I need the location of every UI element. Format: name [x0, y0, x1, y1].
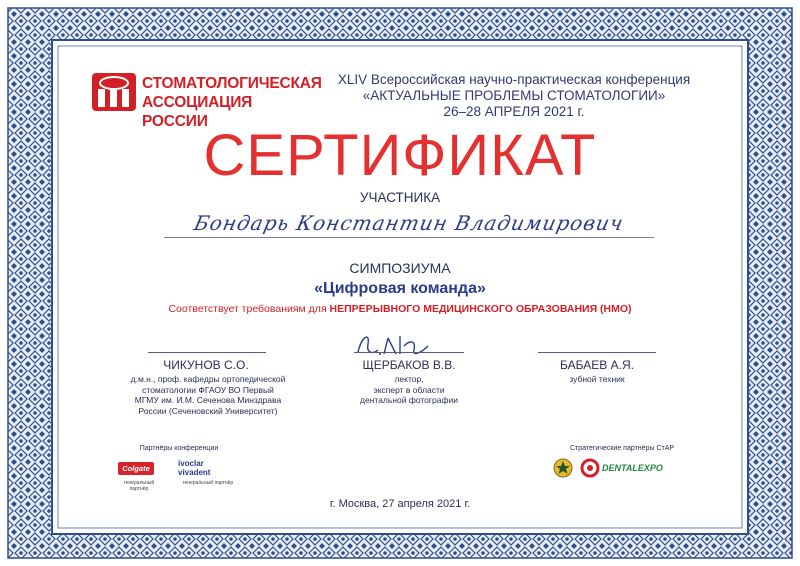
signatory-desc-1: [110, 374, 306, 416]
nmo-statement: [64, 303, 736, 315]
signatory-desc-3: [514, 374, 680, 385]
recipient-underline: [164, 237, 654, 238]
nmo-prefix: Соответствует требованиям для: [168, 303, 330, 315]
signatory-desc-1-line: стоматологии ФГАОУ ВО Первый: [142, 384, 274, 395]
conference-line2: «АКТУАЛЬНЫЕ ПРОБЛЕМЫ СТОМАТОЛОГИИ»: [362, 88, 666, 103]
symposium-title: «Цифровая команда»: [314, 280, 486, 297]
nmo-bold: НЕПРЕРЫВНОГО МЕДИЦИНСКОГО ОБРАЗОВАНИЯ (НМО): [329, 303, 632, 315]
certificate-subtitle: УЧАСТНИКА: [359, 190, 441, 205]
signatory-desc-2: [326, 374, 492, 406]
signatory-desc-1-line: МГМУ им. И.М. Сеченова Минздрава: [134, 395, 282, 405]
recipient-name: Бондарь Константин Владимирович: [191, 211, 627, 235]
star-emblem-icon: [553, 458, 573, 478]
dentalexpo-logo: DENTALEXPO: [602, 463, 663, 473]
strategic-partners-label: Стратегические партнёры СтАР: [569, 445, 675, 452]
colgate-logo: Colgate: [118, 462, 154, 475]
association-name-line1: СТОМАТОЛОГИЧЕСКАЯ: [142, 75, 322, 92]
conference-dates: 26–28 АПРЕЛЯ 2021 г.: [443, 104, 585, 119]
dentalexpo-mark-icon: [580, 458, 600, 478]
signatory-desc-2-line: эксперт в области: [373, 384, 445, 395]
signature-line-2: [354, 352, 464, 353]
place-and-date: г. Москва, 27 апреля 2021 г.: [329, 498, 471, 510]
handwritten-signature: [350, 324, 470, 360]
conference-partners-label: Партнёры конференции: [139, 445, 219, 452]
symposium-label: СИМПОЗИУМА: [349, 260, 451, 276]
certificate-title: СЕРТИФИКАТ: [203, 123, 597, 188]
ivoclar-caption: генеральный партнёр: [182, 480, 234, 486]
signatory-desc-3-line: зубной техник: [569, 374, 625, 384]
signatory-desc-1-line: д.м.н., проф. кафедры ортопедической: [130, 374, 286, 384]
ivoclar-logo-line1: ivoclar: [178, 459, 204, 468]
conference-line1: XLIV Всероссийская научно-практическая конференция: [337, 72, 691, 87]
signature-line-1: [148, 352, 266, 353]
signatory-name-3: БАБАЕВ А.Я.: [560, 358, 634, 372]
colgate-caption: генеральный партнёр: [123, 480, 155, 492]
signatory-desc-2-line: дентальной фотографии: [360, 395, 458, 405]
signatory-desc-1-line: России (Сеченовский Университет): [138, 405, 278, 416]
conference-info: [314, 72, 714, 120]
association-name-line2: АССОЦИАЦИЯ РОССИИ: [142, 94, 253, 130]
signature-line-3: [538, 352, 656, 353]
ivoclar-logo-line2: vivadent: [178, 467, 211, 477]
signatory-name-2: ЩЕРБАКОВ В.В.: [362, 358, 456, 372]
ivoclar-vivadent-logo: [178, 460, 238, 477]
signatory-desc-2-line: лектор,: [394, 374, 424, 384]
association-logo-icon: [92, 73, 136, 111]
signatory-name-1: ЧИКУНОВ С.О.: [163, 358, 249, 372]
certificate-content: [64, 52, 736, 522]
